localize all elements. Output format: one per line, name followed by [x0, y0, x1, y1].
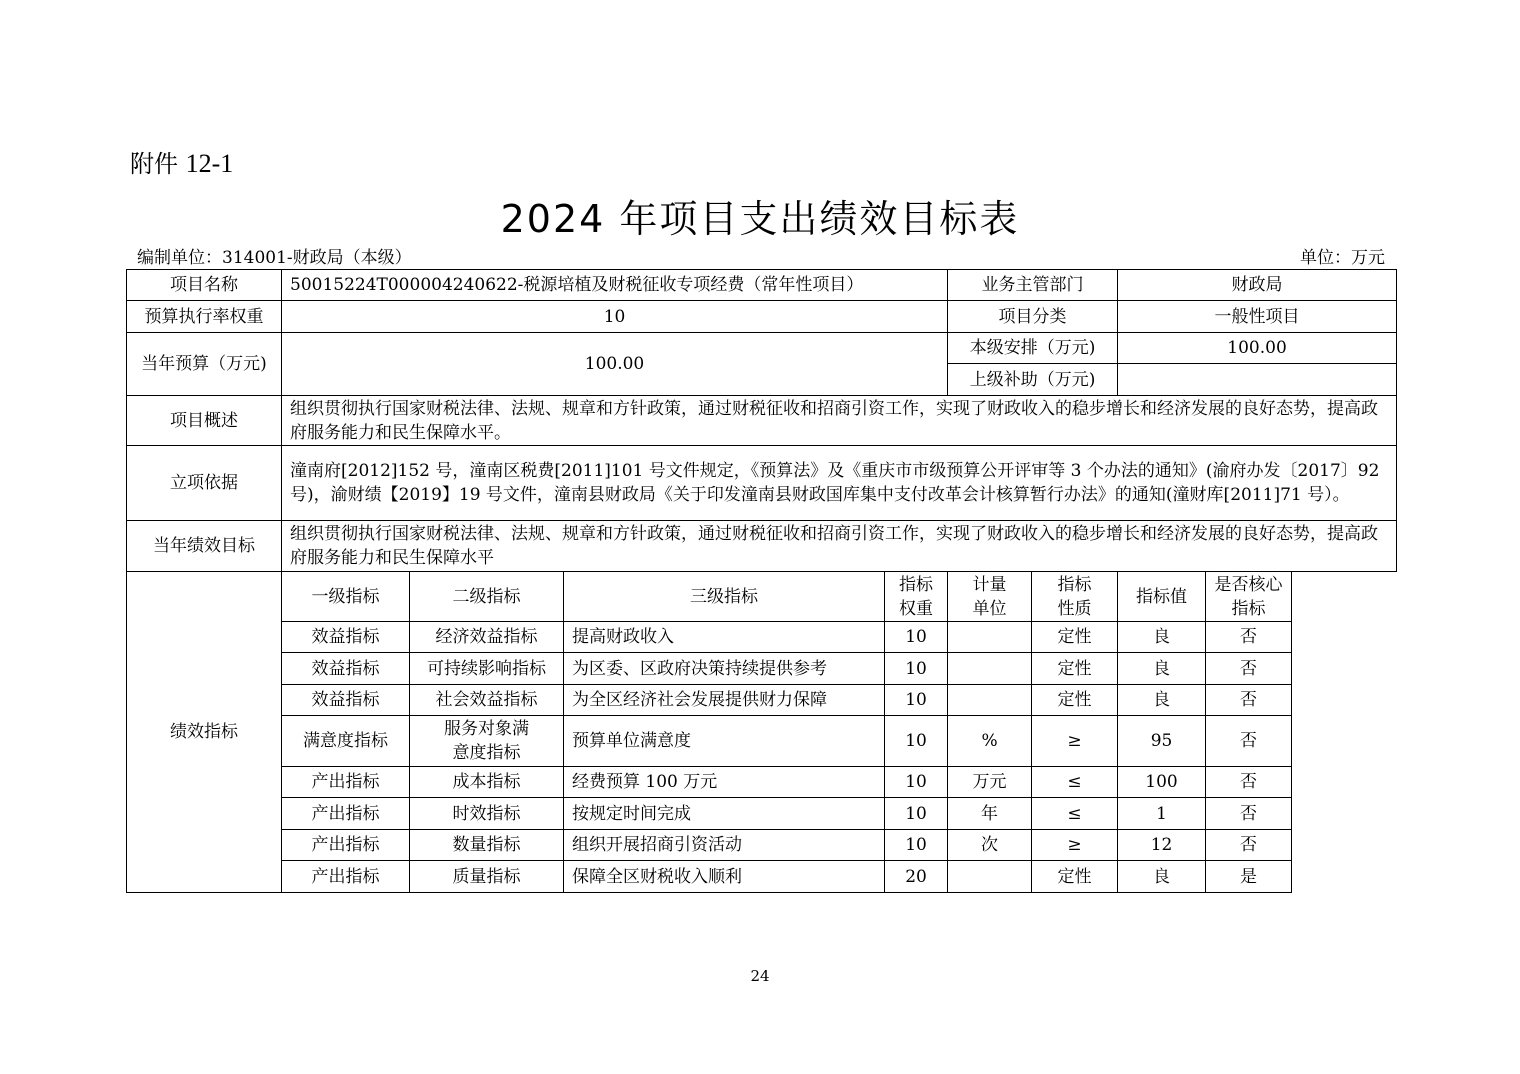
budget-row	[127, 333, 1397, 364]
overview-value: 组织贯彻执行国家财税法律、法规、规章和方针政策，通过财税征收和招商引资工作，实现了财政收入的稳步增长和经济发展的良好态势，提高政府服务能力和民生保障水平。	[282, 396, 1397, 446]
performance-table	[126, 269, 1397, 893]
subsidy-label: 上级补助（万元)	[948, 364, 1118, 396]
header-core: 是否核心 指标	[1206, 572, 1292, 622]
weight-value: 10	[282, 301, 948, 333]
goal-value: 组织贯彻执行国家财税法律、法规、规章和方针政策，通过财税征收和招商引资工作，实现了财政收入的稳步增长和经济发展的良好态势，提高政府服务能力和民生保障水平	[282, 521, 1397, 572]
dept-label: 业务主管部门	[948, 270, 1118, 301]
header-weight: 指标 权重	[885, 572, 948, 622]
attachment-label: 附件 12-1	[130, 149, 234, 178]
attachment-number: 12-1	[185, 149, 234, 178]
indicator-row: 效益指标 社会效益指标 为全区经济社会发展提供财力保障 10 定性 良 否	[127, 685, 1397, 716]
goal-label: 当年绩效目标	[127, 521, 282, 572]
indicator-row: 产出指标 时效指标 按规定时间完成 10 年 ≤ 1 否	[127, 798, 1397, 830]
indicator-row: 产出指标 数量指标 组织开展招商引资活动 10 次 ≥ 12 否	[127, 830, 1397, 861]
category-value: 一般性项目	[1118, 301, 1397, 333]
dept-value: 财政局	[1118, 270, 1397, 301]
local-label: 本级安排（万元)	[948, 333, 1118, 364]
overview-label: 项目概述	[127, 396, 282, 446]
budget-value: 100.00	[282, 333, 948, 396]
indicator-header-row	[127, 572, 1397, 622]
basis-value: 潼南府[2012]152 号，潼南区税费[2011]101 号文件规定，《预算法》及《重庆市市级预算公开评审等 3 个办法的通知》(渝府办发〔2017〕92 号)，渝财绩【2019】19 号文件，潼南县财政局《关于印发潼南县财政国库集中支付改革会计核算暂行办法》的通知(潼财库[2011]71 号）。	[282, 446, 1397, 521]
indicator-row: 产出指标 成本指标 经费预算 100 万元 10 万元 ≤ 100 否	[127, 767, 1397, 798]
local-value: 100.00	[1118, 333, 1397, 364]
basis-label: 立项依据	[127, 446, 282, 521]
overview-row	[127, 396, 1397, 446]
goal-row	[127, 521, 1397, 572]
category-label: 项目分类	[948, 301, 1118, 333]
project-name-label: 项目名称	[127, 270, 282, 301]
header-nature: 指标 性质	[1032, 572, 1118, 622]
unit-line: 单位：万元	[1300, 248, 1385, 268]
indicator-row: 满意度指标 服务对象满 意度指标 预算单位满意度 10 % ≥ 95 否	[127, 716, 1397, 767]
page-title: 2024 年项目支出绩效目标表	[500, 197, 1020, 241]
project-name-value: 50015224T000004240622-税源培植及财税征收专项经费（常年性项目）	[282, 270, 948, 301]
basis-row	[127, 446, 1397, 521]
indicator-section-label: 绩效指标	[127, 572, 282, 893]
org-line: 编制单位：314001-财政局（本级）	[137, 248, 412, 268]
weight-label: 预算执行率权重	[127, 301, 282, 333]
header-value: 指标值	[1118, 572, 1206, 622]
indicator-row: 效益指标 可持续影响指标 为区委、区政府决策持续提供参考 10 定性 良 否	[127, 653, 1397, 685]
subsidy-value	[1118, 364, 1397, 396]
weight-row	[127, 301, 1397, 333]
page-number: 24	[750, 967, 770, 985]
header-unit: 计量 单位	[948, 572, 1032, 622]
header-level1: 一级指标	[282, 572, 410, 622]
indicator-row: 效益指标 经济效益指标 提高财政收入 10 定性 良 否	[127, 622, 1397, 653]
header-level3: 三级指标	[564, 572, 885, 622]
indicator-row: 产出指标 质量指标 保障全区财税收入顺利 20 定性 良 是	[127, 861, 1397, 893]
header-level2: 二级指标	[410, 572, 564, 622]
project-name-row	[127, 270, 1397, 301]
budget-label: 当年预算（万元)	[127, 333, 282, 396]
